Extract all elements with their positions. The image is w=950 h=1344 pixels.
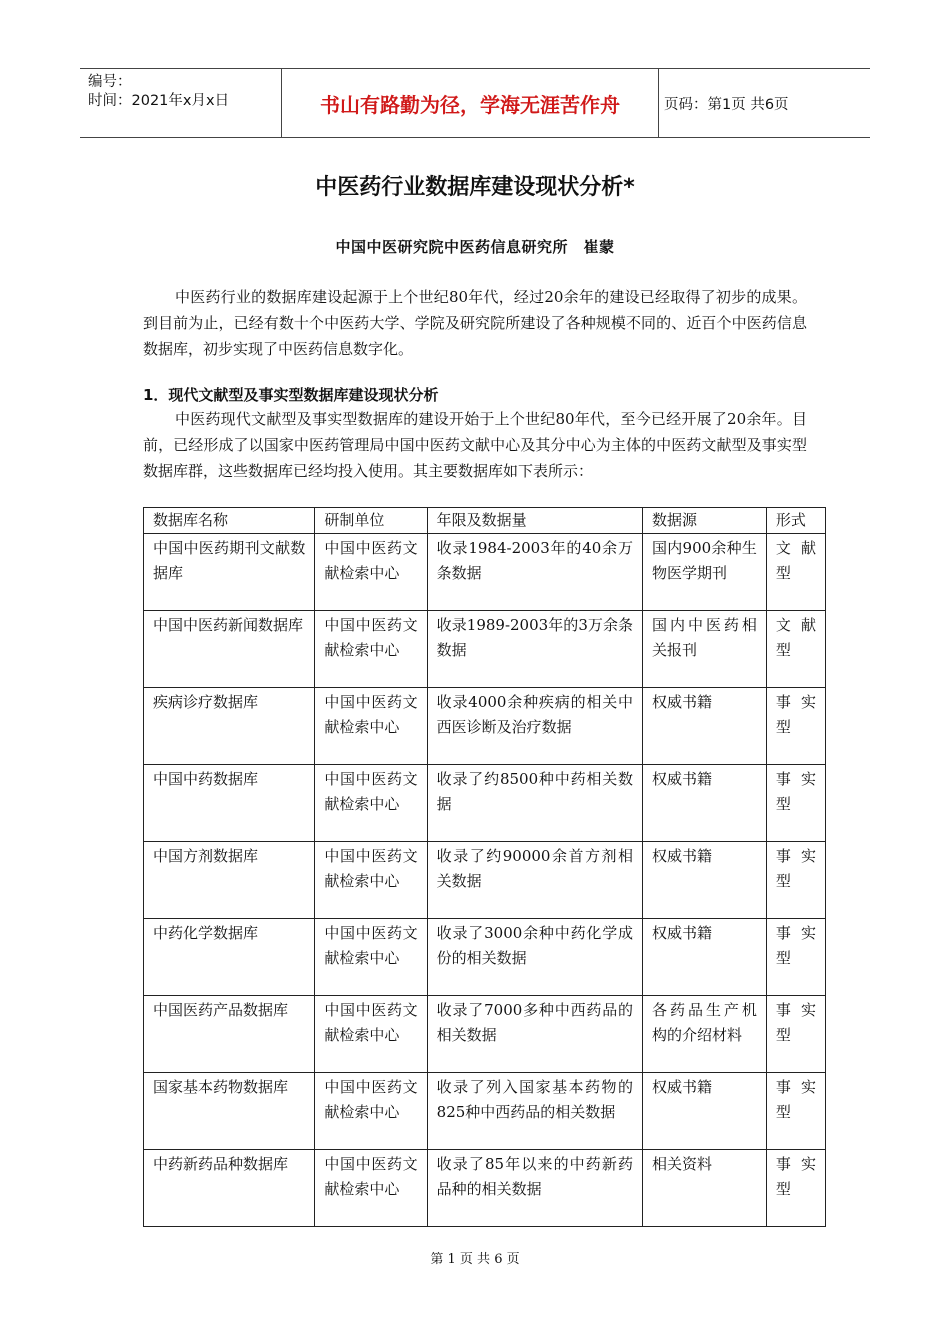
cell-volume: 收录了85年以来的中药新药品种的相关数据 <box>427 1150 642 1227</box>
cell-volume: 收录1989-2003年的3万余条数据 <box>427 611 642 688</box>
cell-unit: 中国中医药文献检索中心 <box>315 842 427 919</box>
cell-source: 各药品生产机构的介绍材料 <box>643 996 767 1073</box>
section-1-paragraph: 中医药现代文献型及事实型数据库的建设开始于上个世纪80年代，至今已经开展了20余年。目前，已经形成了以国家中医药管理局中国中医药文献中心及其分中心为主体的中医药文献型及事实型数据库群，这些数据库已经均投入使用。其主要数据库如下表所示： <box>143 410 807 480</box>
cell-unit: 中国中医药文献检索中心 <box>315 1150 427 1227</box>
header-motto: 书山有路勤为径，学海无涯苦作舟 <box>281 69 659 137</box>
cell-db-name: 中药新药品种数据库 <box>144 1150 315 1227</box>
table-row <box>144 688 826 765</box>
database-table <box>143 507 826 1227</box>
cell-type: 事实型 <box>766 1073 825 1150</box>
cell-unit: 中国中医药文献检索中心 <box>315 534 427 611</box>
cell-source: 权威书籍 <box>643 842 767 919</box>
table-row <box>144 1073 826 1150</box>
cell-source: 权威书籍 <box>643 688 767 765</box>
header-time: 时间：2021年x月x日 <box>88 93 230 109</box>
cell-type: 事实型 <box>766 919 825 996</box>
header-cell-unit: 研制单位 <box>315 508 427 534</box>
cell-source: 权威书籍 <box>643 1073 767 1150</box>
table-header-row <box>144 508 826 534</box>
cell-type: 事实型 <box>766 1150 825 1227</box>
cell-volume: 收录了约8500种中药相关数据 <box>427 765 642 842</box>
cell-source: 国内900余种生物医学期刊 <box>643 534 767 611</box>
cell-db-name: 中国中医药期刊文献数据库 <box>144 534 315 611</box>
document-author: 中国中医研究院中医药信息研究所 崔蒙 <box>335 238 615 256</box>
header-page-info: 页码：第1页 共6页 <box>664 97 789 113</box>
header-cell-name: 数据库名称 <box>144 508 315 534</box>
header-cell-source: 数据源 <box>643 508 767 534</box>
table-row <box>144 611 826 688</box>
cell-type: 事实型 <box>766 842 825 919</box>
header-cell-type: 形式 <box>766 508 825 534</box>
cell-type: 事实型 <box>766 765 825 842</box>
cell-source: 权威书籍 <box>643 919 767 996</box>
cell-volume: 收录了约90000余首方剂相关数据 <box>427 842 642 919</box>
cell-source: 国内中医药相关报刊 <box>643 611 767 688</box>
cell-type: 文献型 <box>766 611 825 688</box>
table-row <box>144 1150 826 1227</box>
cell-unit: 中国中医药文献检索中心 <box>315 611 427 688</box>
cell-db-name: 中国中医药新闻数据库 <box>144 611 315 688</box>
page-header <box>80 68 870 138</box>
header-number: 编号： <box>88 74 132 90</box>
table-row <box>144 842 826 919</box>
cell-db-name: 中国中药数据库 <box>144 765 315 842</box>
cell-unit: 中国中医药文献检索中心 <box>315 1073 427 1150</box>
cell-volume: 收录4000余种疾病的相关中西医诊断及治疗数据 <box>427 688 642 765</box>
cell-unit: 中国中医药文献检索中心 <box>315 688 427 765</box>
cell-type: 事实型 <box>766 688 825 765</box>
cell-volume: 收录1984-2003年的40余万条数据 <box>427 534 642 611</box>
cell-unit: 中国中医药文献检索中心 <box>315 919 427 996</box>
intro-paragraph: 中医药行业的数据库建设起源于上个世纪80年代，经过20余年的建设已经取得了初步的成果。到目前为止，已经有数十个中医药大学、学院及研究院所建设了各种规模不同的、近百个中医药信息数据库，初步实现了中医药信息数字化。 <box>143 288 807 358</box>
cell-volume: 收录了列入国家基本药物的825种中西药品的相关数据 <box>427 1073 642 1150</box>
cell-db-name: 国家基本药物数据库 <box>144 1073 315 1150</box>
table-row <box>144 996 826 1073</box>
cell-db-name: 疾病诊疗数据库 <box>144 688 315 765</box>
header-cell-volume: 年限及数据量 <box>427 508 642 534</box>
table-row <box>144 919 826 996</box>
table-row <box>144 765 826 842</box>
cell-type: 文献型 <box>766 534 825 611</box>
table-row <box>144 534 826 611</box>
cell-volume: 收录了7000多种中西药品的相关数据 <box>427 996 642 1073</box>
header-meta <box>80 69 281 137</box>
cell-db-name: 中国方剂数据库 <box>144 842 315 919</box>
cell-volume: 收录了3000余种中药化学成份的相关数据 <box>427 919 642 996</box>
cell-type: 事实型 <box>766 996 825 1073</box>
cell-db-name: 中国医药产品数据库 <box>144 996 315 1073</box>
cell-source: 权威书籍 <box>643 765 767 842</box>
cell-unit: 中国中医药文献检索中心 <box>315 996 427 1073</box>
cell-db-name: 中药化学数据库 <box>144 919 315 996</box>
page-footer: 第 1 页 共 6 页 <box>430 1252 520 1267</box>
document-title: 中医药行业数据库建设现状分析* <box>315 175 635 200</box>
cell-source: 相关资料 <box>643 1150 767 1227</box>
cell-unit: 中国中医药文献检索中心 <box>315 765 427 842</box>
section-1-heading: 1．现代文献型及事实型数据库建设现状分析 <box>143 386 439 404</box>
